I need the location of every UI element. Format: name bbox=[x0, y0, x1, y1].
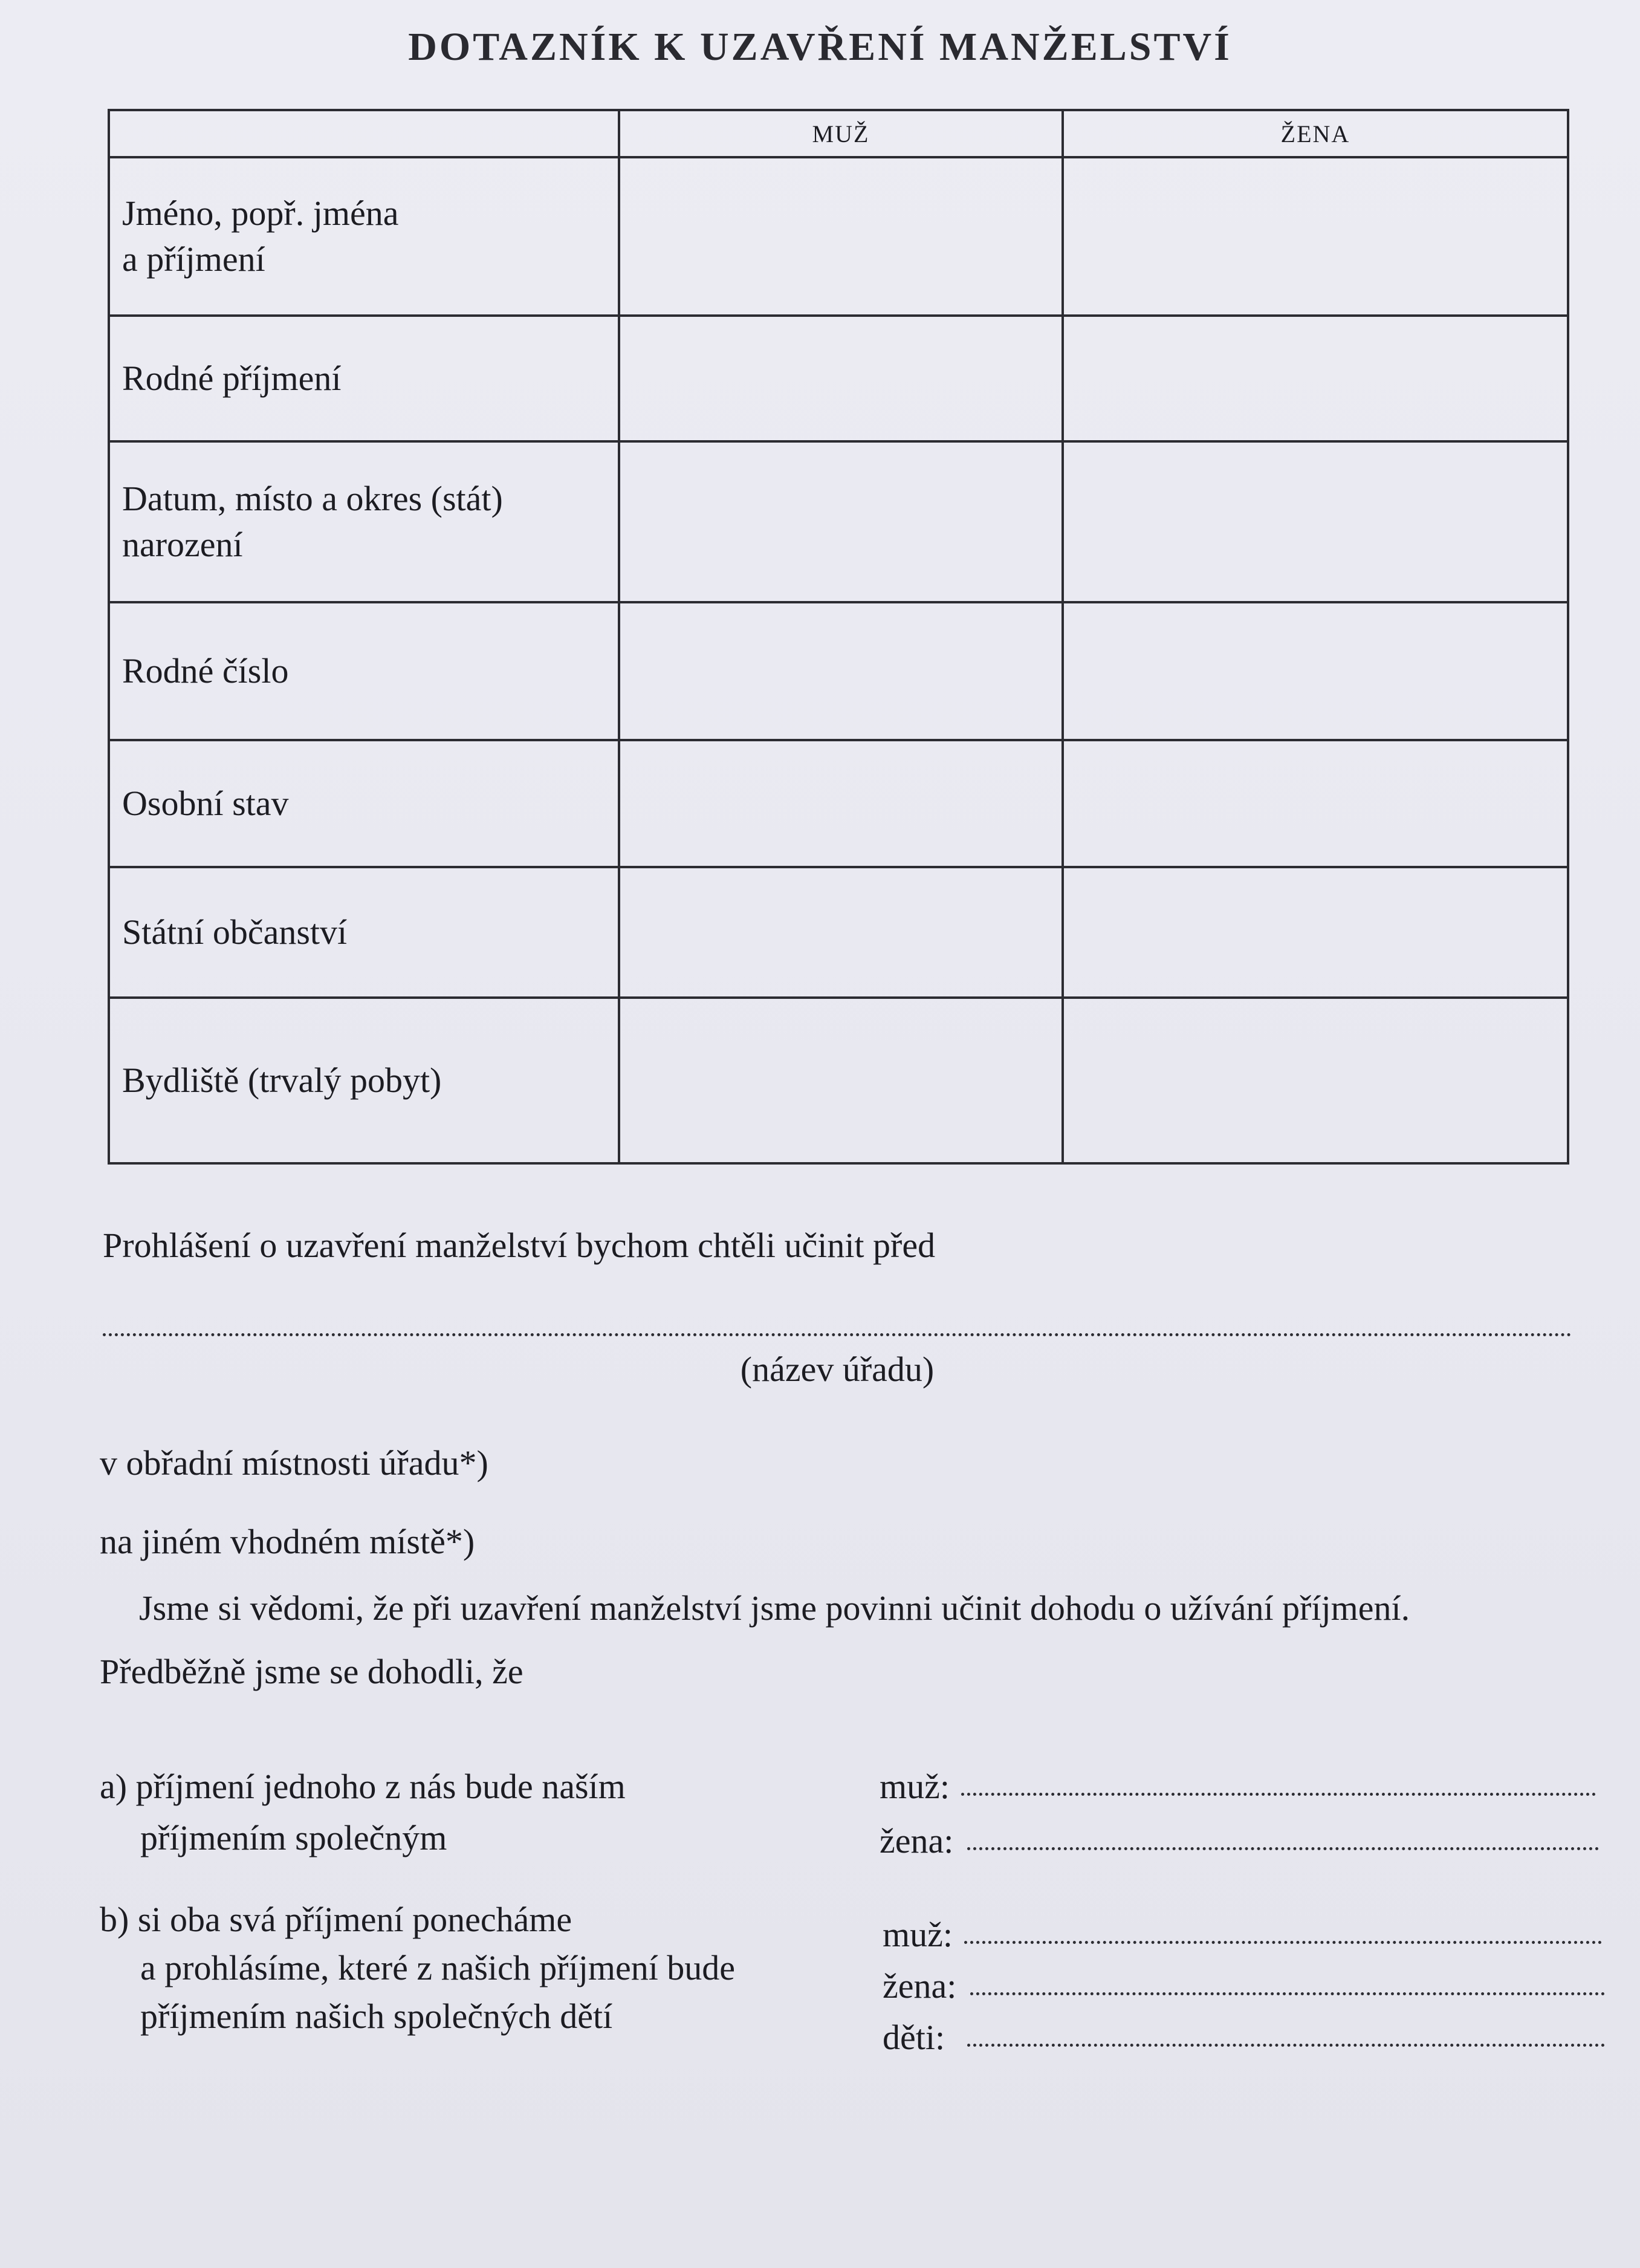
man-birth-date-place-field[interactable] bbox=[619, 441, 1063, 602]
table-row bbox=[109, 441, 1568, 602]
man-marital-status-field[interactable] bbox=[619, 740, 1063, 867]
option-b-man-label: muž: bbox=[883, 1915, 953, 1954]
row-label-citizenship bbox=[109, 867, 619, 998]
option-b-text: b) si oba svá příjmení ponecháme bbox=[100, 1900, 572, 1939]
table-row bbox=[109, 602, 1568, 740]
option-b-children-label: děti: bbox=[883, 2018, 945, 2057]
table-header-row bbox=[109, 110, 1568, 157]
row-label-residence bbox=[109, 998, 619, 1163]
option-a-man-field[interactable] bbox=[961, 1793, 1596, 1796]
row-label-line: Rodné příjmení bbox=[122, 359, 342, 398]
woman-marital-status-field[interactable] bbox=[1063, 740, 1568, 867]
table-row bbox=[109, 157, 1568, 316]
header-man: MUŽ bbox=[619, 110, 1063, 157]
option-ceremony-room[interactable]: v obřadní místnosti úřadu*) bbox=[100, 1443, 488, 1483]
header-woman: ŽENA bbox=[1063, 110, 1568, 157]
row-label-line: Bydliště (trvalý pobyt) bbox=[122, 1061, 442, 1100]
woman-residence-field[interactable] bbox=[1063, 998, 1568, 1163]
man-name-field[interactable] bbox=[619, 157, 1063, 316]
declaration-intro: Prohlášení o uzavření manželství bychom chtěli učinit před bbox=[103, 1226, 936, 1265]
man-citizenship-field[interactable] bbox=[619, 867, 1063, 998]
row-label-line: Rodné číslo bbox=[122, 651, 289, 690]
man-birth-surname-field[interactable] bbox=[619, 316, 1063, 441]
row-label-marital-status bbox=[109, 740, 619, 867]
woman-citizenship-field[interactable] bbox=[1063, 867, 1568, 998]
option-a-woman-label: žena: bbox=[880, 1821, 954, 1860]
table-row bbox=[109, 998, 1568, 1163]
row-label-birth-date-place bbox=[109, 441, 619, 602]
option-b-children-field[interactable] bbox=[967, 2044, 1605, 2047]
row-label-line: Osobní stav bbox=[122, 784, 289, 823]
option-b-woman-label: žena: bbox=[883, 1966, 957, 2006]
woman-name-field[interactable] bbox=[1063, 157, 1568, 316]
office-name-field[interactable] bbox=[103, 1333, 1572, 1336]
table-row bbox=[109, 740, 1568, 867]
row-label-birth-surname bbox=[109, 316, 619, 441]
option-a-man-label: muž: bbox=[880, 1767, 950, 1806]
marriage-questionnaire-table bbox=[108, 109, 1569, 1165]
row-label-line: a příjmení bbox=[122, 239, 265, 279]
office-name-caption: (název úřadu) bbox=[740, 1350, 935, 1389]
table-row bbox=[109, 867, 1568, 998]
row-label-line: Státní občanství bbox=[122, 912, 348, 952]
table-row bbox=[109, 316, 1568, 441]
option-other-place[interactable]: na jiném vhodném místě*) bbox=[100, 1522, 475, 1561]
man-residence-field[interactable] bbox=[619, 998, 1063, 1163]
row-label-line: Jméno, popř. jména bbox=[122, 193, 399, 233]
option-b-text-cont: a prohlásíme, které z našich příjmení bude bbox=[140, 1948, 736, 1987]
option-b-text-cont2: příjmením našich společných dětí bbox=[140, 1997, 613, 2036]
option-b-woman-field[interactable] bbox=[970, 1992, 1605, 1995]
option-a-woman-field[interactable] bbox=[967, 1847, 1599, 1850]
document-title: DOTAZNÍK K UZAVŘENÍ MANŽELSTVÍ bbox=[408, 25, 1232, 69]
row-label-birth-number bbox=[109, 602, 619, 740]
option-b-man-field[interactable] bbox=[964, 1941, 1602, 1944]
woman-birth-number-field[interactable] bbox=[1063, 602, 1568, 740]
woman-birth-date-place-field[interactable] bbox=[1063, 441, 1568, 602]
woman-birth-surname-field[interactable] bbox=[1063, 316, 1568, 441]
surname-agreement-paragraph-end: Předběžně jsme se dohodli, že bbox=[100, 1652, 523, 1691]
row-label-line: Datum, místo a okres (stát) bbox=[122, 479, 503, 518]
man-birth-number-field[interactable] bbox=[619, 602, 1063, 740]
row-label-line: narození bbox=[122, 525, 243, 564]
option-a-text-cont: příjmením společným bbox=[140, 1818, 447, 1857]
option-a-text: a) příjmení jednoho z nás bude naším bbox=[100, 1767, 626, 1806]
row-label-name bbox=[109, 157, 619, 316]
header-corner-cell bbox=[109, 110, 619, 157]
surname-agreement-paragraph: Jsme si vědomi, že při uzavření manželství jsme povinni učinit dohodu o užívání příjmení. bbox=[139, 1588, 1410, 1628]
